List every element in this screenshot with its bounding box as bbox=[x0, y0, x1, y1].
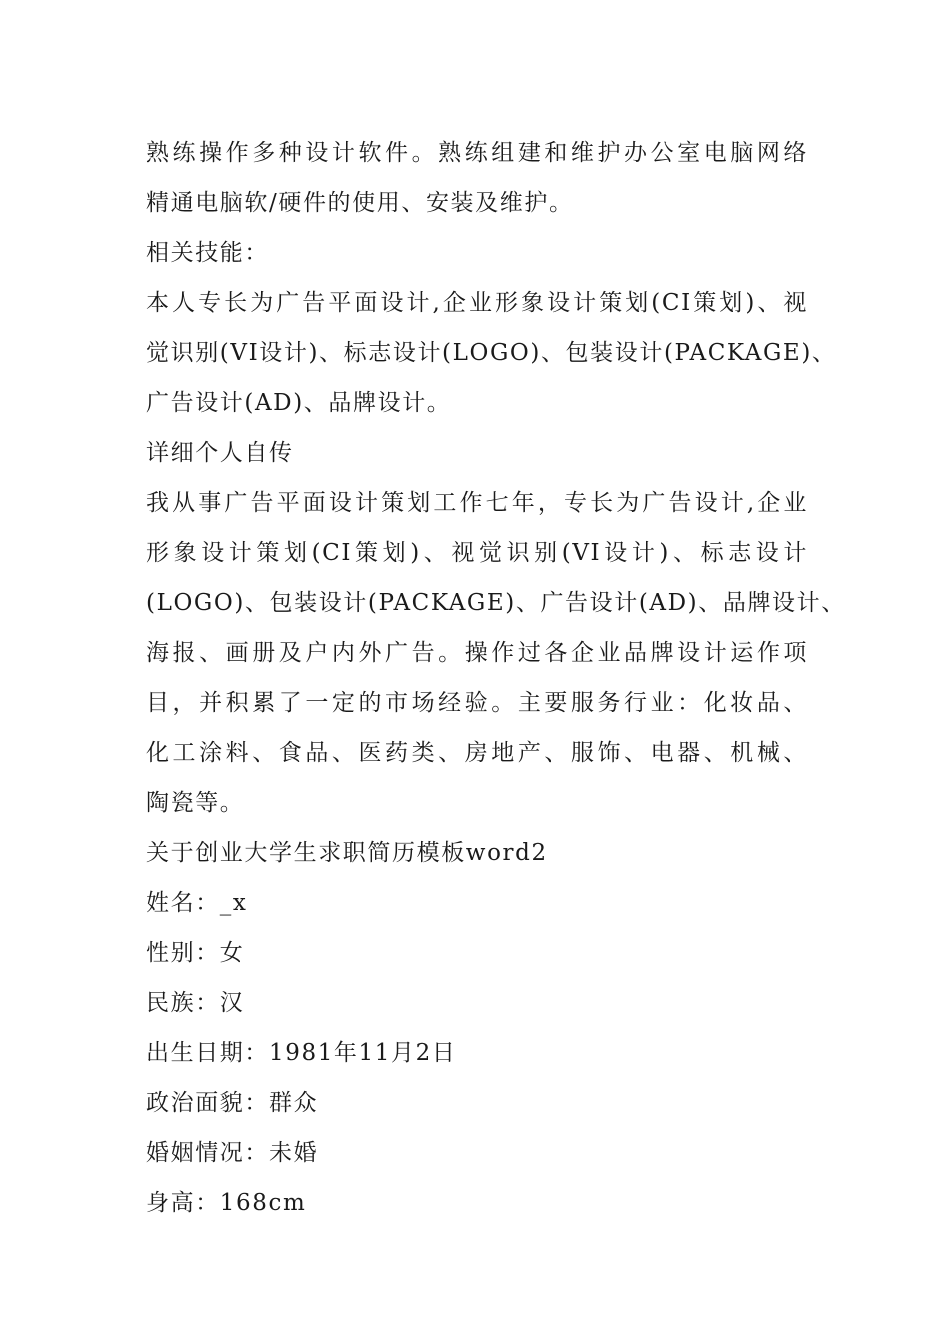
template-title: 关于创业大学生求职简历模板word2 bbox=[146, 840, 548, 866]
autobiography-line-6: 化工涂料、食品、医药类、房地产、服饰、电器、机械、 bbox=[146, 740, 808, 766]
related-skills-line-3: 广告设计(AD)、品牌设计。 bbox=[146, 390, 452, 416]
skills-text-line-2: 精通电脑软/硬件的使用、安装及维护。 bbox=[146, 190, 574, 216]
field-height: 身高：168cm bbox=[146, 1190, 307, 1216]
autobiography-heading: 详细个人自传 bbox=[146, 440, 294, 466]
field-gender: 性别：女 bbox=[146, 940, 245, 966]
related-skills-heading: 相关技能： bbox=[146, 240, 269, 266]
autobiography-line-2: 形象设计策划(CI策划)、视觉识别(VI设计)、标志设计 bbox=[146, 540, 808, 566]
document-page bbox=[146, 128, 846, 1228]
autobiography-line-7: 陶瓷等。 bbox=[146, 790, 245, 816]
skills-text-line-1: 熟练操作多种设计软件。熟练组建和维护办公室电脑网络 bbox=[146, 140, 808, 166]
autobiography-line-5: 目，并积累了一定的市场经验。主要服务行业：化妆品、 bbox=[146, 690, 808, 716]
field-marital-status: 婚姻情况：未婚 bbox=[146, 1140, 319, 1166]
field-political-status: 政治面貌：群众 bbox=[146, 1090, 319, 1116]
field-name: 姓名：_x bbox=[146, 890, 248, 916]
autobiography-line-4: 海报、画册及户内外广告。操作过各企业品牌设计运作项 bbox=[146, 640, 808, 666]
autobiography-line-1: 我从事广告平面设计策划工作七年，专长为广告设计,企业 bbox=[146, 490, 808, 516]
related-skills-line-1: 本人专长为广告平面设计,企业形象设计策划(CI策划)、视 bbox=[146, 290, 808, 316]
field-ethnicity: 民族：汉 bbox=[146, 990, 245, 1016]
autobiography-line-3: (LOGO)、包装设计(PACKAGE)、广告设计(AD)、品牌设计、 bbox=[146, 590, 846, 616]
field-birth-date: 出生日期：1981年11月2日 bbox=[146, 1040, 457, 1066]
related-skills-line-2: 觉识别(VI设计)、标志设计(LOGO)、包装设计(PACKAGE)、 bbox=[146, 340, 837, 366]
